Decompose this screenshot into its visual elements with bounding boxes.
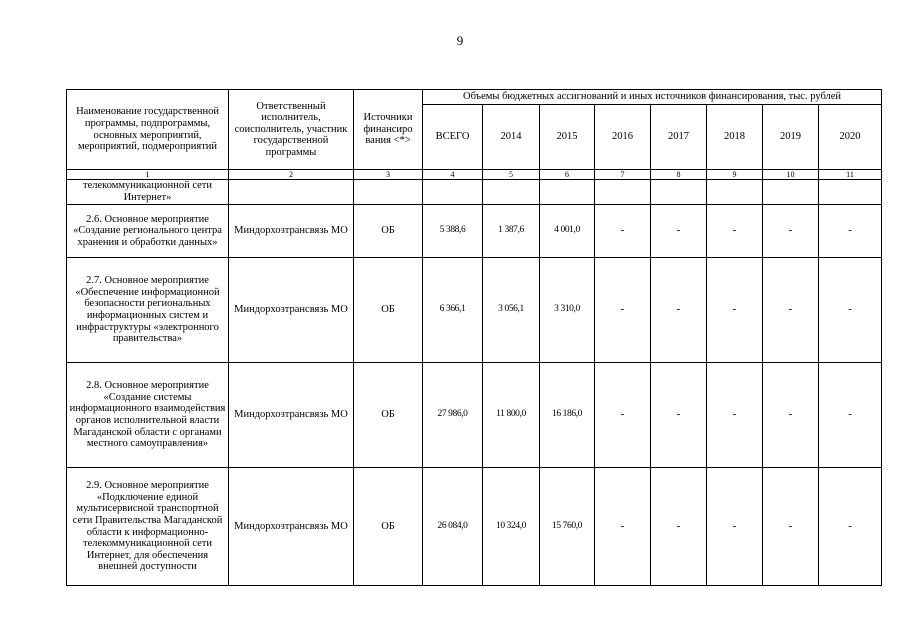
header-year-2016: 2016 <box>595 105 651 170</box>
table-row <box>67 468 882 586</box>
row-2019: - <box>763 363 819 468</box>
row-name: 2.7. Основное мероприятие «Обеспечение информационной безопасности региональных информационных систем и инфраструктуры «электронного правительства» <box>67 258 229 363</box>
column-number: 4 <box>423 170 483 180</box>
column-number: 6 <box>540 170 595 180</box>
empty-cell <box>819 180 882 205</box>
row-total: 27 986,0 <box>423 363 483 468</box>
row-total: 6 366,1 <box>423 258 483 363</box>
row-total: 5 388,6 <box>423 205 483 258</box>
column-number: 7 <box>595 170 651 180</box>
header-executor-col: Ответственный исполнитель, соисполнитель, участник государственной программы <box>229 90 354 170</box>
header-name-col: Наименование государственной программы, подпрограммы, основных мероприятий, мероприятий, подмероприятий <box>67 90 229 170</box>
row-source: ОБ <box>354 205 423 258</box>
row-source: ОБ <box>354 468 423 586</box>
empty-cell <box>423 180 483 205</box>
empty-cell <box>229 180 354 205</box>
column-number: 3 <box>354 170 423 180</box>
header-total: ВСЕГО <box>423 105 483 170</box>
row-2014: 10 324,0 <box>483 468 540 586</box>
row-executor: Миндорхозтрансвязь МО <box>229 468 354 586</box>
row-2018: - <box>707 363 763 468</box>
header-year-2020: 2020 <box>819 105 882 170</box>
page-number: 9 <box>456 33 464 48</box>
column-number: 11 <box>819 170 882 180</box>
header-source-col: Источники финансиро вания <*> <box>354 90 423 170</box>
empty-cell <box>483 180 540 205</box>
empty-cell <box>540 180 595 205</box>
table-row <box>67 205 882 258</box>
row-2015: 16 186,0 <box>540 363 595 468</box>
column-number: 5 <box>483 170 540 180</box>
row-source: ОБ <box>354 258 423 363</box>
row-2017: - <box>651 363 707 468</box>
empty-cell <box>707 180 763 205</box>
header-year-2015: 2015 <box>540 105 595 170</box>
row-name: 2.9. Основное мероприятие «Подключение единой мультисервисной транспортной сети Правительства Магаданской области к информационно-телекоммуникационной сети Интернет, для обеспечения внешней доступности <box>67 468 229 586</box>
header-budget-group: Объемы бюджетных ассигнований и иных источников финансирования, тыс. рублей <box>423 90 882 105</box>
column-number: 9 <box>707 170 763 180</box>
row-2016: - <box>595 468 651 586</box>
row-2014: 1 387,6 <box>483 205 540 258</box>
row-2020: - <box>819 258 882 363</box>
header-year-2018: 2018 <box>707 105 763 170</box>
row-name: 2.6. Основное мероприятие «Создание регионального центра хранения и обработки данных» <box>67 205 229 258</box>
empty-cell <box>354 180 423 205</box>
row-2018: - <box>707 258 763 363</box>
empty-cell <box>595 180 651 205</box>
table-row <box>67 258 882 363</box>
row-source: ОБ <box>354 363 423 468</box>
row-2014: 3 056,1 <box>483 258 540 363</box>
header-year-2017: 2017 <box>651 105 707 170</box>
row-2016: - <box>595 363 651 468</box>
row-2014: 11 800,0 <box>483 363 540 468</box>
empty-cell <box>651 180 707 205</box>
row-executor: Миндорхозтрансвязь МО <box>229 205 354 258</box>
table-row <box>67 363 882 468</box>
row-2019: - <box>763 205 819 258</box>
budget-allocation-table <box>66 89 882 586</box>
column-number: 2 <box>229 170 354 180</box>
row-total: 26 084,0 <box>423 468 483 586</box>
row-2016: - <box>595 258 651 363</box>
row-2016: - <box>595 205 651 258</box>
column-number: 1 <box>67 170 229 180</box>
row-2017: - <box>651 205 707 258</box>
row-2015: 15 760,0 <box>540 468 595 586</box>
row-2020: - <box>819 363 882 468</box>
column-number: 8 <box>651 170 707 180</box>
row-2020: - <box>819 468 882 586</box>
row-executor: Миндорхозтрансвязь МО <box>229 363 354 468</box>
row-2019: - <box>763 258 819 363</box>
row-2018: - <box>707 205 763 258</box>
header-row-top <box>67 90 882 105</box>
continuation-row <box>67 180 882 205</box>
column-number: 10 <box>763 170 819 180</box>
row-2017: - <box>651 468 707 586</box>
row-2018: - <box>707 468 763 586</box>
empty-cell <box>763 180 819 205</box>
row-name: 2.8. Основное мероприятие «Создание системы информационного взаимодействия органов исполнительной власти Магаданской области с органами местного самоуправления» <box>67 363 229 468</box>
header-year-2014: 2014 <box>483 105 540 170</box>
continuation-name: телекоммуникационной сети Интернет» <box>67 180 229 205</box>
column-number-row <box>67 170 882 180</box>
row-2020: - <box>819 205 882 258</box>
row-2019: - <box>763 468 819 586</box>
row-executor: Миндорхозтрансвязь МО <box>229 258 354 363</box>
header-year-2019: 2019 <box>763 105 819 170</box>
row-2015: 3 310,0 <box>540 258 595 363</box>
row-2017: - <box>651 258 707 363</box>
row-2015: 4 001,0 <box>540 205 595 258</box>
